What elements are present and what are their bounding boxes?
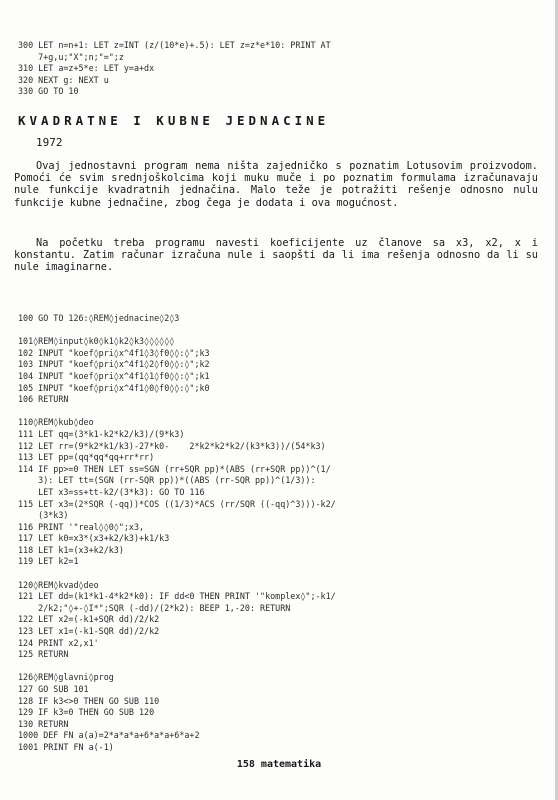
code-line: 120◊REM◊kvad◊deo [18,579,99,590]
code-line [18,325,336,337]
article-year: 1972 [36,136,63,149]
code-line: 117 LET k0=x3*(x3+k2/k3)+k1/k3 [18,533,170,544]
code-line: (3*k3) [18,510,69,521]
code-line: 100 GO TO 126:◊REM◊jednacine◊2◊3 [18,313,180,323]
code-line: 129 IF k3=0 THEN GO SUB 120 [18,707,155,718]
code-line: LET x3=ss+tt-k2/(3*k3): GO TO 116 [18,486,205,497]
page-footer: 158 matematika [236,759,322,770]
code-line: 124 PRINT x2,x1' [18,637,99,648]
code-line [18,406,336,418]
code-line: 2/k2;"◊+-◊I*";SQR (-dd)/(2*k2): BEEP 1,-20: RETURN [18,602,291,613]
code-line: 1001 PRINT FN a(-1) [18,741,114,752]
code-line: 126◊REM◊glavni◊prog [18,672,114,683]
code-line: 330 GO TO 10 [18,86,79,97]
code-line: 3): LET tt=(SGN (rr-SQR pp))*((ABS (rr-SQR pp))^(1/3)): [18,475,316,486]
code-line: 121 LET dd=(k1*k1-4*k2*k0): IF dd<0 THEN PRINT '"komplex◊";-k1/ [18,591,336,602]
code-line: 300 LET n=n+1: LET z=INT (z/(10*e)+.5): LET z=z*e*10: PRINT AT [18,40,331,50]
code-line: 127 GO SUB 101 [18,684,89,694]
code-line: 103 INPUT "koef◊pri◊x^4f1◊2◊f0◊◊:◊";k2 [18,359,210,370]
code-line: 123 LET x1=(-k1-SQR dd)/2/k2 [18,626,160,637]
code-line: 7+g,u;"X";n;"=";z [18,51,124,62]
article-title: KVADRATNE I KUBNE JEDNACINE [18,113,330,128]
code-line: 125 RETURN [18,649,69,660]
code-line: 112 LET rr=(9*k2*k1/k3)-27*k0- 2*k2*k2*k2/(k3*k3))/(54*k3) [18,440,326,451]
code-line: 114 IF pp>=0 THEN LET ss=SGN (rr+SQR pp)*(ABS (rr+SQR pp))^(1/ [18,463,331,474]
code-line: 1000 DEF FN a(a)=2*a*a*a+6*a*a+6*a+2 [18,730,200,741]
code-line: 128 IF k3<>0 THEN GO SUB 110 [18,695,160,706]
code-line: 110◊REM◊kub◊deo [18,417,94,428]
code-line: 116 PRINT '"real◊◊0◊";x3, [18,521,145,532]
code-line [18,661,336,673]
code-line: 130 RETURN [18,718,69,729]
code-line: 119 LET k2=1 [18,556,79,567]
code-line [18,568,336,580]
code-listing-top [18,40,331,98]
paragraph-intro: Ovaj jednostavni program nema ništa zajedničko s poznatim Lotusovim proizvodom. Pomoći će svim srednjoškolcima koji muku muče i po poznatim formulama izračunavaju nule funkcije kvadratnih jednačina. Malo teže je potražiti rešenje odnosno nulu funkcije kubne jednačine, zbog čega je dodata i ova mogućnost. [14,160,538,209]
code-line: 122 LET x2=(-k1+SQR dd)/2/k2 [18,614,160,625]
code-line: 113 LET pp=(qq*qq*qq+rr*rr) [18,452,155,463]
code-line: 105 INPUT "koef◊pri◊x^4f1◊0◊f0◊◊:◊";k0 [18,382,210,393]
paragraph-usage: Na početku treba programu navesti koeficijente uz članove sa x3, x2, x i konstantu. Zatim računar izračuna nule i saopšti da li ima rešenja odnosno da li su nule imaginarne. [14,237,538,274]
code-line: 118 LET k1=(x3+k2/k3) [18,544,124,555]
code-line: 106 RETURN [18,394,69,405]
code-line: 101◊REM◊input◊k0◊k1◊k2◊k3◊◊◊◊◊◊ [18,336,175,347]
code-line: 310 LET a=z+5*e: LET y=a+dx [18,63,155,74]
code-line: 115 LET x3=(2*SQR (-qq))*COS ((1/3)*ACS (rr/SQR ((-qq)^3)))-k2/ [18,498,336,509]
code-listing-main [18,313,336,754]
code-line: 104 INPUT "koef◊pri◊x^4f1◊1◊f0◊◊:◊";k1 [18,370,210,381]
code-line: 320 NEXT g: NEXT u [18,74,109,85]
code-line: 111 LET qq=(3*k1-k2*k2/k3)/(9*k3) [18,428,185,439]
code-line: 102 INPUT "koef◊pri◊x^4f1◊3◊f0◊◊:◊";k3 [18,347,210,358]
